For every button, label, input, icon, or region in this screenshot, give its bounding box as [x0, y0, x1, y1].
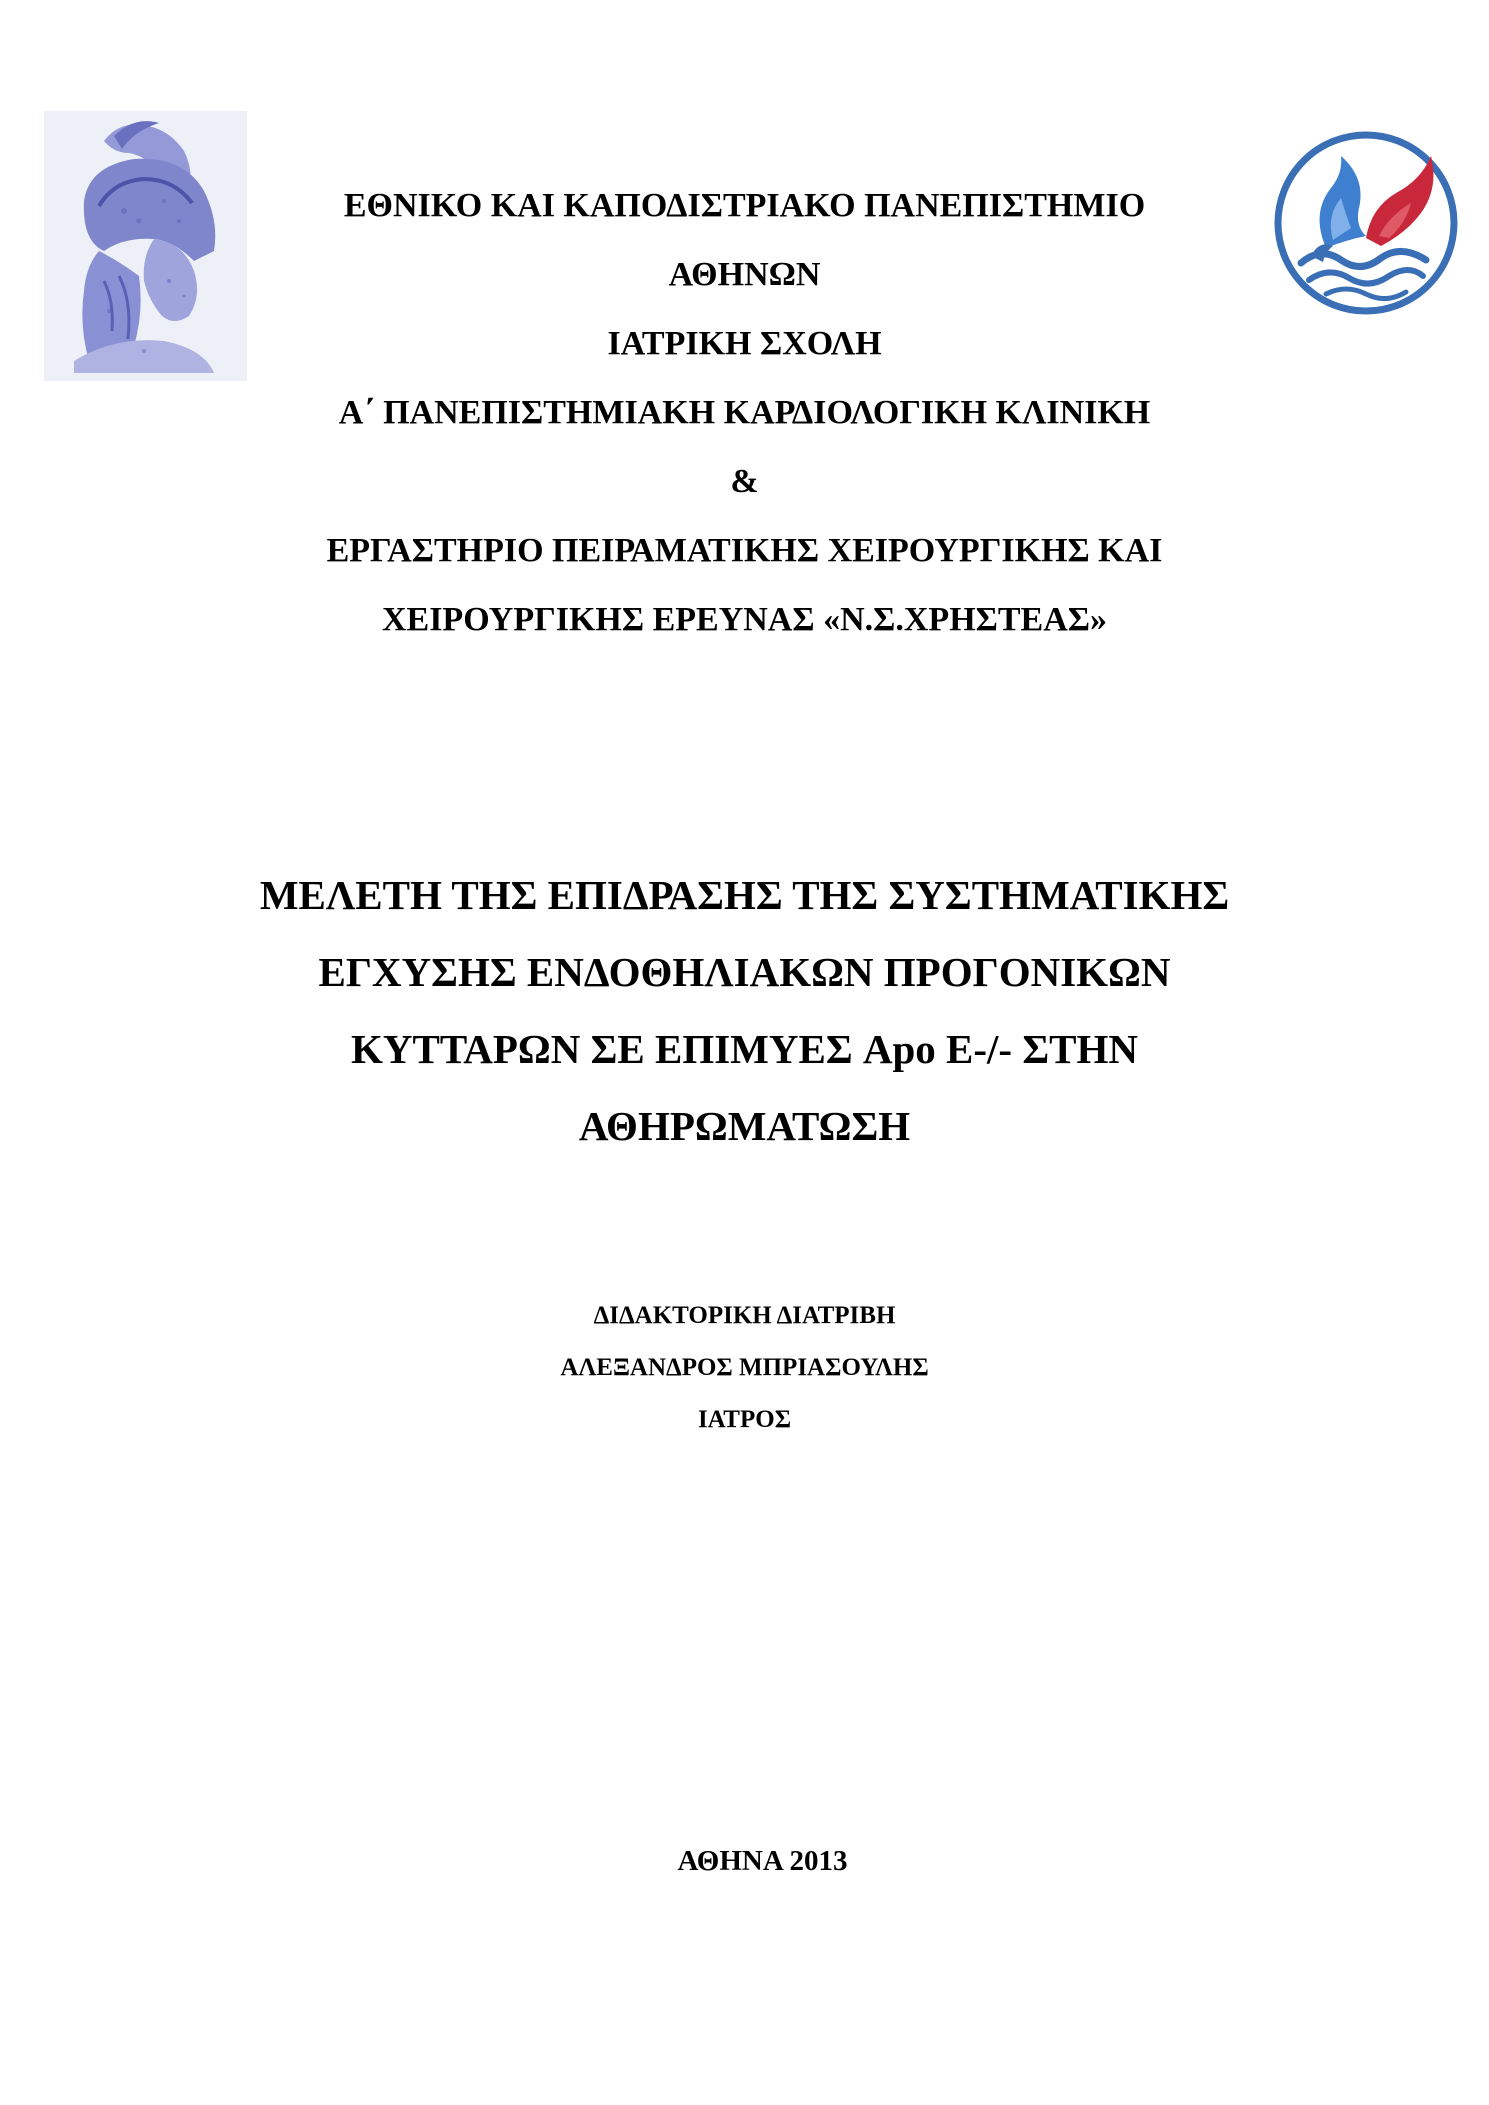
institution-header: [200, 176, 1289, 659]
university-city: ΑΘΗΝΩΝ: [668, 256, 821, 293]
school-name: ΙΑΤΡΙΚΗ ΣΧΟΛΗ: [607, 325, 882, 362]
laboratory-flame-logo-icon: [1271, 128, 1461, 318]
laboratory-name-line-2: ΧΕΙΡΟΥΡΓΙΚΗΣ ΕΡΕΥΝΑΣ «Ν.Σ.ΧΡΗΣΤΕΑΣ»: [381, 601, 1108, 638]
thesis-title-line-4: ΑΘΗΡΩΜΑΤΩΣΗ: [578, 1103, 911, 1149]
place-and-year: ΑΘΗΝΑ 2013: [677, 1845, 848, 1877]
laboratory-name-line-1: ΕΡΓΑΣΤΗΡΙΟ ΠΕΙΡΑΜΑΤΙΚΗΣ ΧΕΙΡΟΥΡΓΙΚΗΣ ΚΑΙ: [326, 532, 1163, 569]
author-profession: ΙΑΤΡΟΣ: [697, 1406, 792, 1433]
thesis-title-line-2: ΕΓΧΥΣΗΣ ΕΝΔΟΘΗΛΙΑΚΩΝ ΠΡΟΓΟΝΙΚΩΝ: [318, 949, 1171, 995]
thesis-title: [130, 860, 1359, 1168]
author-name: ΑΛΕΞΑΝΔΡΟΣ ΜΠΡΙΑΣΟΥΛΗΣ: [560, 1354, 929, 1381]
thesis-title-line-1: ΜΕΛΕΤΗ ΤΗΣ ΕΠΙΔΡΑΣΗΣ ΤΗΣ ΣΥΣΤΗΜΑΤΙΚΗΣ: [259, 872, 1230, 918]
ampersand: &: [730, 463, 759, 500]
clinic-name: Α΄ ΠΑΝΕΠΙΣΤΗΜΙΑΚΗ ΚΑΡΔΙΟΛΟΓΙΚΗ ΚΛΙΝΙΚΗ: [338, 394, 1151, 431]
university-name: ΕΘΝΙΚΟ ΚΑΙ ΚΑΠΟΔΙΣΤΡΙΑΚΟ ΠΑΝΕΠΙΣΤΗΜΙΟ: [343, 187, 1146, 224]
thesis-meta: [400, 1292, 1089, 1448]
thesis-title-line-3: ΚΥΤΤΑΡΩΝ ΣΕ ΕΠΙΜΥΕΣ Apo E-/- ΣΤΗΝ: [351, 1026, 1138, 1072]
document-type: ΔΙΔΑΚΤΟΡΙΚΗ ΔΙΑΤΡΙΒΗ: [593, 1302, 896, 1329]
